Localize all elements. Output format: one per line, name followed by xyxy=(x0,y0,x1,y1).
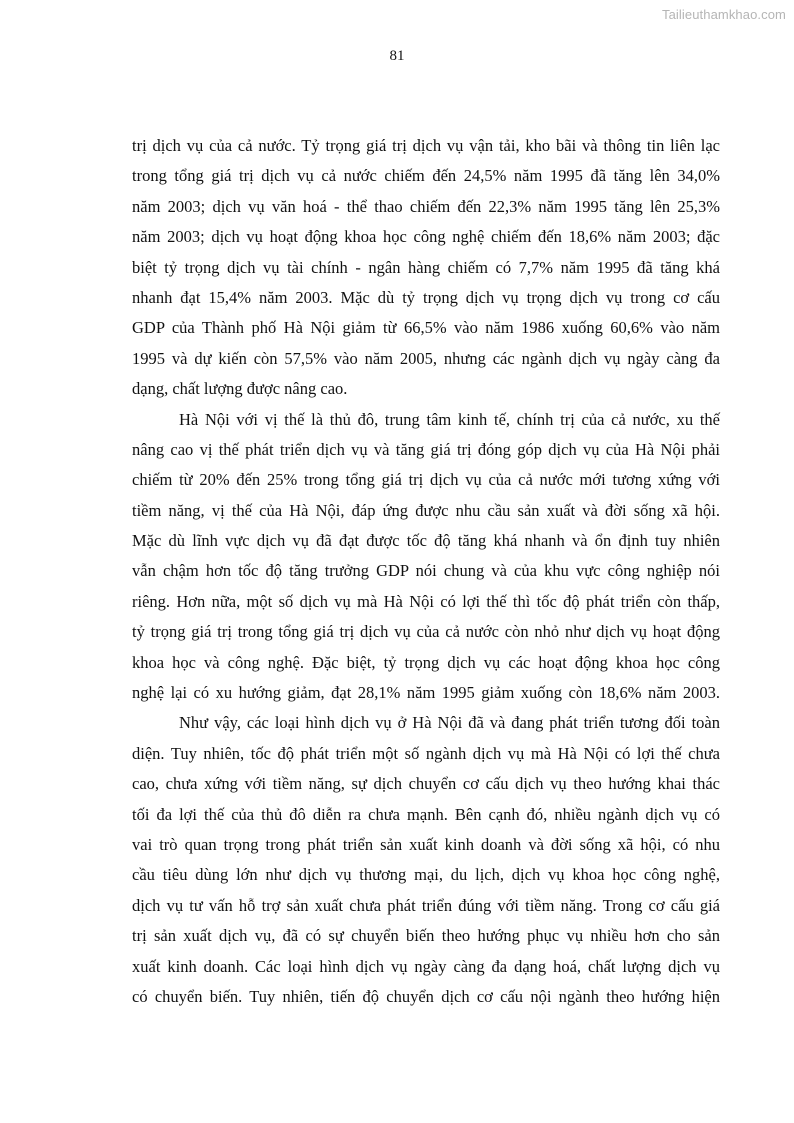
paragraph-3 xyxy=(132,708,720,1012)
text-line: riêng. Hơn nữa, một số dịch vụ mà Hà Nội có lợi thế thì tốc độ phát triển còn thấp, xyxy=(132,591,720,611)
text-line: Như vậy, các loại hình dịch vụ ở Hà Nội đã và đang phát triển tương đối toàn xyxy=(179,713,720,733)
text-line: nâng cao vị thế phát triển dịch vụ và tăng giá trị đóng góp dịch vụ của Hà Nội phải xyxy=(132,439,720,459)
paragraph-2 xyxy=(132,405,720,709)
text-line: vai trò quan trọng trong phát triển sản xuất kinh doanh và đời sống xã hội, có nhu xyxy=(132,834,720,854)
body-text xyxy=(132,131,720,1012)
text-line: có chuyển biến. Tuy nhiên, tiến độ chuyển dịch cơ cấu nội ngành theo hướng hiện xyxy=(132,986,720,1006)
text-line: cầu tiêu dùng lớn như dịch vụ thương mại, du lịch, dịch vụ khoa học công nghệ, xyxy=(132,865,720,885)
text-line: GDP của Thành phố Hà Nội giảm từ 66,5% vào năm 1986 xuống 60,6% vào năm xyxy=(132,318,720,338)
text-line: tối đa lợi thế của thủ đô diễn ra chưa mạnh. Bên cạnh đó, nhiều ngành dịch vụ có xyxy=(132,804,720,824)
text-line: trong tổng giá trị dịch vụ cả nước chiếm đến 24,5% năm 1995 đã tăng lên 34,0% xyxy=(132,166,720,186)
page-number: 81 xyxy=(389,48,405,64)
text-line: tỷ trọng giá trị trong tổng giá trị dịch vụ của cả nước còn nhỏ như dịch vụ hoạt động xyxy=(132,622,720,642)
text-line: năm 2003; dịch vụ hoạt động khoa học công nghệ chiếm đến 18,6% năm 2003; đặc xyxy=(132,227,720,247)
text-line: vẫn chậm hơn tốc độ tăng trưởng GDP nói chung và của khu vực công nghiệp nói xyxy=(132,561,720,581)
text-line: Hà Nội với vị thế là thủ đô, trung tâm kinh tế, chính trị của cả nước, xu thế xyxy=(179,409,720,429)
text-line: diện. Tuy nhiên, tốc độ phát triển một số ngành dịch vụ mà Hà Nội có lợi thế chưa xyxy=(132,743,720,763)
text-line: tiềm năng, vị thế của Hà Nội, đáp ứng được nhu cầu sản xuất và đời sống xã hội. xyxy=(132,500,720,520)
text-line: khoa học và công nghệ. Đặc biệt, tỷ trọng dịch vụ các hoạt động khoa học công xyxy=(132,652,720,672)
watermark: Tailieuthamkhao.com xyxy=(661,7,786,22)
text-line: xuất kinh doanh. Các loại hình dịch vụ ngày càng đa dạng hoá, chất lượng dịch vụ xyxy=(132,956,720,976)
text-line: biệt tỷ trọng dịch vụ tài chính - ngân hàng chiếm có 7,7% năm 1995 đã tăng khá xyxy=(132,257,720,277)
text-line: năm 2003; dịch vụ văn hoá - thể thao chiếm đến 22,3% năm 1995 tăng lên 25,3% xyxy=(132,196,720,216)
text-line: trị dịch vụ của cả nước. Tỷ trọng giá trị dịch vụ vận tải, kho bãi và thông tin liên lạc xyxy=(132,136,720,155)
text-line: trị sản xuất dịch vụ, đã có sự chuyển biến theo hướng phục vụ nhiều hơn cho sản xyxy=(132,926,720,946)
text-line: 1995 và dự kiến còn 57,5% vào năm 2005, nhưng các ngành dịch vụ ngày càng đa xyxy=(132,348,720,368)
text-line: chiếm từ 20% đến 25% trong tổng giá trị dịch vụ của cả nước mới tương xứng với xyxy=(132,470,720,490)
text-line: Mặc dù lĩnh vực dịch vụ đã đạt được tốc độ tăng khá nhanh và ổn định tuy nhiên xyxy=(132,531,720,551)
paragraph-1 xyxy=(132,131,720,405)
text-line: nghệ lại có xu hướng giảm, đạt 28,1% năm 1995 giảm xuống còn 18,6% năm 2003. xyxy=(132,683,720,703)
text-line: cao, chưa xứng với tiềm năng, sự dịch chuyển cơ cấu dịch vụ theo hướng khai thác xyxy=(132,774,720,794)
text-line: dịch vụ tư vấn hỗ trợ sản xuất chưa phát triển đúng với tiềm năng. Trong cơ cấu giá xyxy=(132,895,720,915)
text-line: dạng, chất lượng được nâng cao. xyxy=(132,379,348,399)
text-line: nhanh đạt 15,4% năm 2003. Mặc dù tỷ trọng dịch vụ trọng dịch vụ trong cơ cấu xyxy=(132,287,720,307)
